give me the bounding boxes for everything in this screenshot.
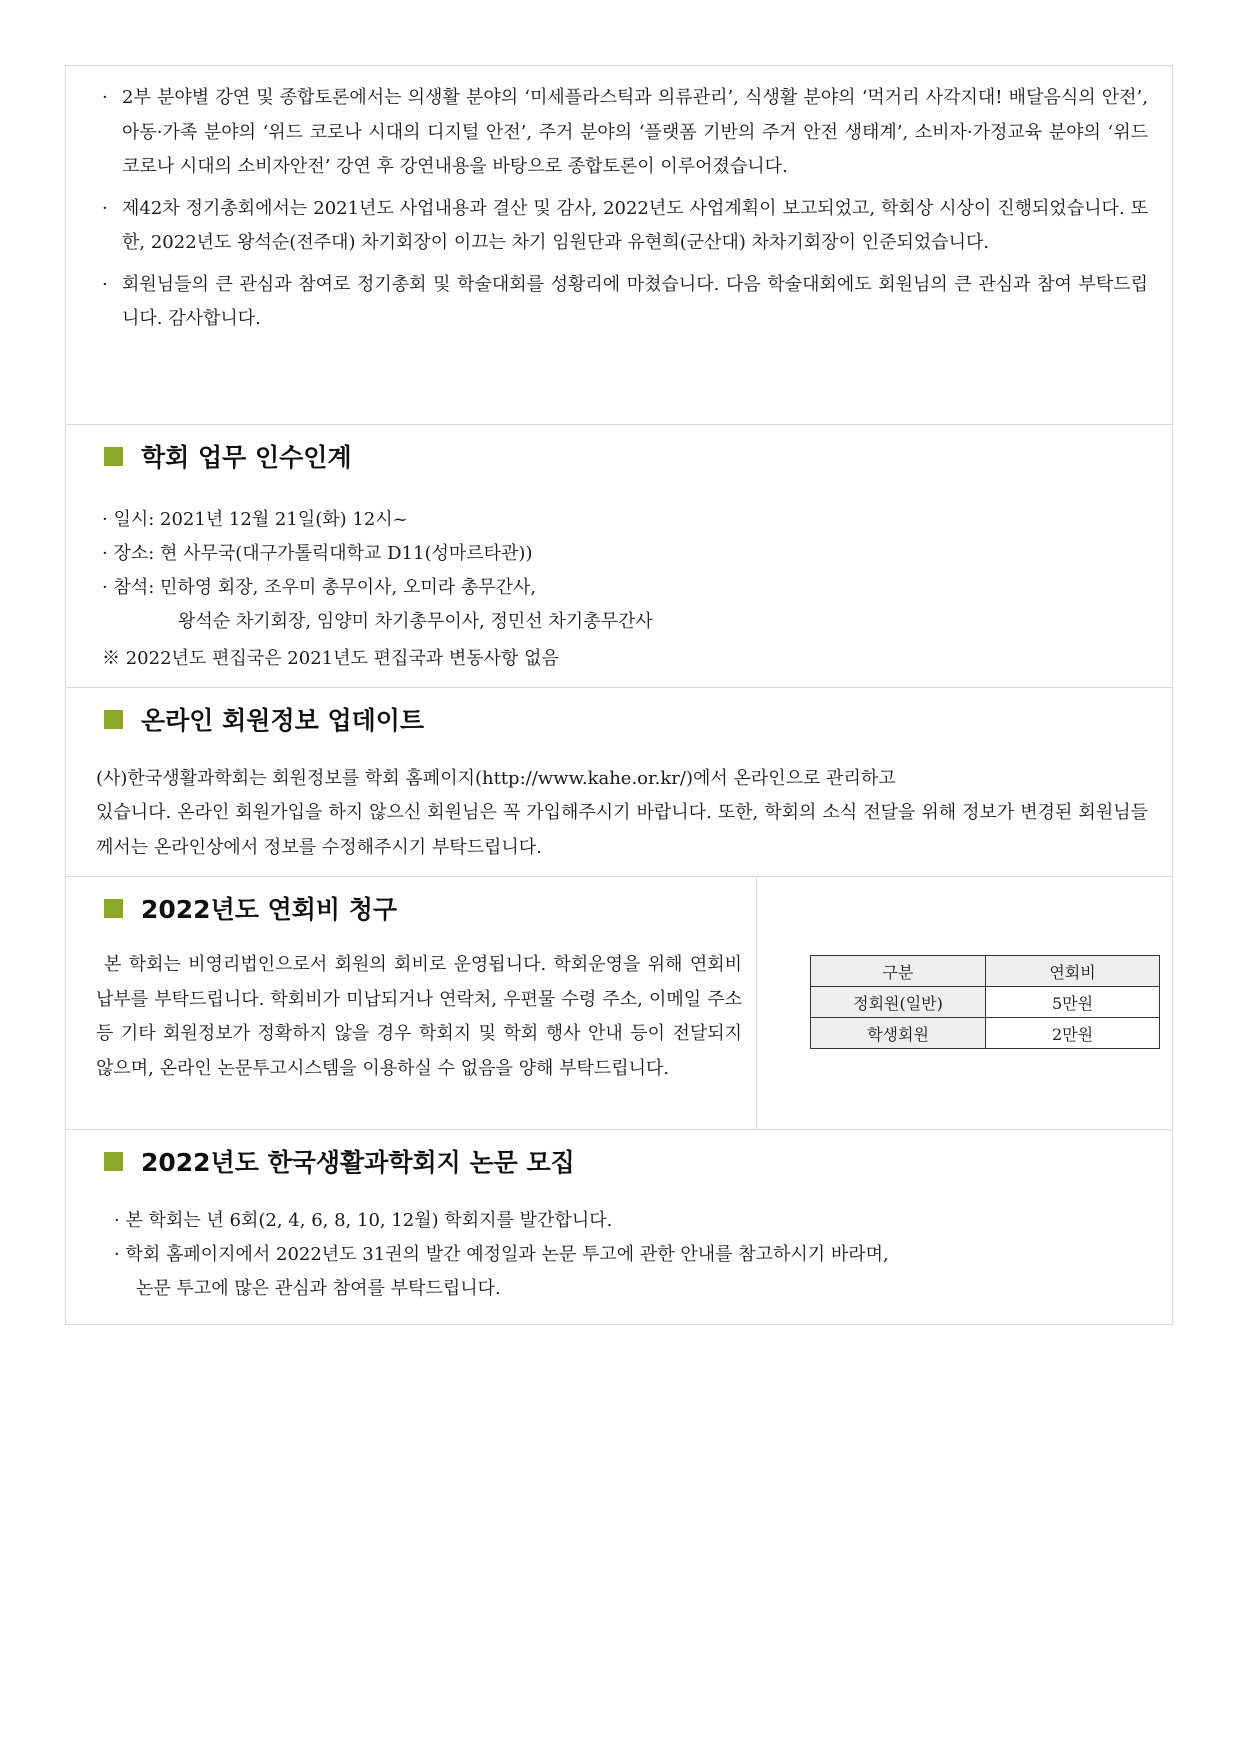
table-cell: 2만원	[986, 1018, 1160, 1049]
intro-item-text: 제42차 정기총회에서는 2021년도 사업내용과 결산 및 감사, 2022년도 사업계획이 보고되었고, 학회상 시상이 진행되었습니다. 또한, 2022년도 왕석순(전주대) 차기회장이 이끄는 차기 임원단과 유현희(군산대) 차차기회장이 인준되었습니다.	[122, 197, 1148, 253]
section-heading	[66, 425, 1172, 487]
square-bullet-icon	[104, 899, 123, 918]
info-line: 왕석순 차기회장, 임양미 차기총무이사, 정민선 차기총무간사	[178, 611, 653, 632]
fee-text-content: 본 학회는 비영리법인으로서 회원의 회비로 운영됩니다. 학회운영을 위해 연회비 납부를 부탁드립니다. 학회비가 미납되거나 연락처, 우편물 수령 주소, 이메일 주소 등 기타 회원정보가 정확하지 않을 경우 학회지 및 학회 행사 안내 등이 전달되지 않으며, 온라인 논문투고시스템을 이용하실 수 없음을 양해 부탁드립니다.	[96, 954, 742, 1079]
note-line: ※ 2022년도 편집국은 2021년도 편집국과 변동사항 없음	[102, 648, 559, 669]
fee-text	[96, 948, 742, 1086]
section-heading	[66, 688, 1172, 750]
section-title: 온라인 회원정보 업데이트	[141, 706, 425, 735]
newsletter-frame	[65, 65, 1173, 1325]
intro-item-text: 2부 분야별 강연 및 종합토론에서는 의생활 분야의 ‘미세플라스틱과 의류관리’, 식생활 분야의 ‘먹거리 사각지대! 배달음식의 안전’, 아동·가족 분야의 ‘위드 코로나 시대의 디지털 안전’, 주거 분야의 ‘플랫폼 기반의 주거 안전 생태계’, 소비자·가정교육 분야의 ‘위드 코로나 시대의 소비자안전’ 강연 후 강연내용을 바탕으로 종합토론이 이루어졌습니다.	[122, 87, 1148, 177]
online-text-line: (사)한국생활과학회는 회원정보를 학회 홈페이지(http://www.kahe.or.kr/)에서 온라인으로 관리하고	[96, 768, 896, 789]
info-line: · 일시: 2021년 12월 21일(화) 12시~	[102, 509, 408, 530]
section-title: 2022년도 한국생활과학회지 논문 모집	[141, 1148, 575, 1177]
fee-section	[66, 876, 1172, 1129]
info-line: · 참석: 민하영 회장, 조우미 총무이사, 오미라 총무간사,	[102, 577, 537, 598]
journal-line: · 본 학회는 년 6회(2, 4, 6, 8, 10, 12월) 학회지를 발간합니다.	[114, 1210, 613, 1231]
info-line: · 장소: 현 사무국(대구가톨릭대학교 D11(성마르타관))	[102, 543, 533, 564]
intro-item	[94, 81, 1148, 185]
table-header-cell: 연회비	[986, 956, 1160, 987]
intro-item-text: 회원님들의 큰 관심과 참여로 정기총회 및 학술대회를 성황리에 마쳤습니다. 다음 학술대회에도 회원님의 큰 관심과 참여 부탁드립니다. 감사합니다.	[122, 273, 1148, 329]
journal-line: · 학회 홈페이지에서 2022년도 31권의 발간 예정일과 논문 투고에 관한 안내를 참고하시기 바라며,	[114, 1244, 889, 1265]
handover-section	[66, 424, 1172, 687]
table-row	[811, 1018, 1160, 1049]
bullet: ·	[102, 197, 108, 219]
square-bullet-icon	[104, 447, 123, 466]
fee-table	[810, 955, 1160, 1049]
intro-item	[94, 192, 1148, 261]
journal-section	[66, 1129, 1172, 1324]
square-bullet-icon	[104, 710, 123, 729]
table-header-row	[811, 956, 1160, 987]
table-header-cell: 구분	[811, 956, 986, 987]
section-heading	[66, 877, 756, 939]
table-cell: 정회원(일반)	[811, 987, 986, 1018]
section-title: 학회 업무 인수인계	[141, 443, 352, 472]
section-heading	[66, 1130, 1172, 1192]
online-text: 있습니다. 온라인 회원가입을 하지 않으신 회원님은 꼭 가입해주시기 바랍니다. 또한, 학회의 소식 전달을 위해 정보가 변경된 회원님들께서는 온라인상에서 정보를 수정해주시기 부탁드립니다.	[96, 802, 1148, 858]
table-cell: 학생회원	[811, 1018, 986, 1049]
square-bullet-icon	[104, 1152, 123, 1171]
online-section	[66, 687, 1172, 876]
table-row	[811, 987, 1160, 1018]
bullet: ·	[102, 273, 108, 295]
journal-line: 논문 투고에 많은 관심과 참여를 부탁드립니다.	[136, 1278, 501, 1299]
section-title: 2022년도 연회비 청구	[141, 895, 398, 924]
intro-section	[66, 66, 1172, 424]
table-cell: 5만원	[986, 987, 1160, 1018]
bullet: ·	[102, 87, 108, 108]
intro-item	[94, 268, 1148, 337]
